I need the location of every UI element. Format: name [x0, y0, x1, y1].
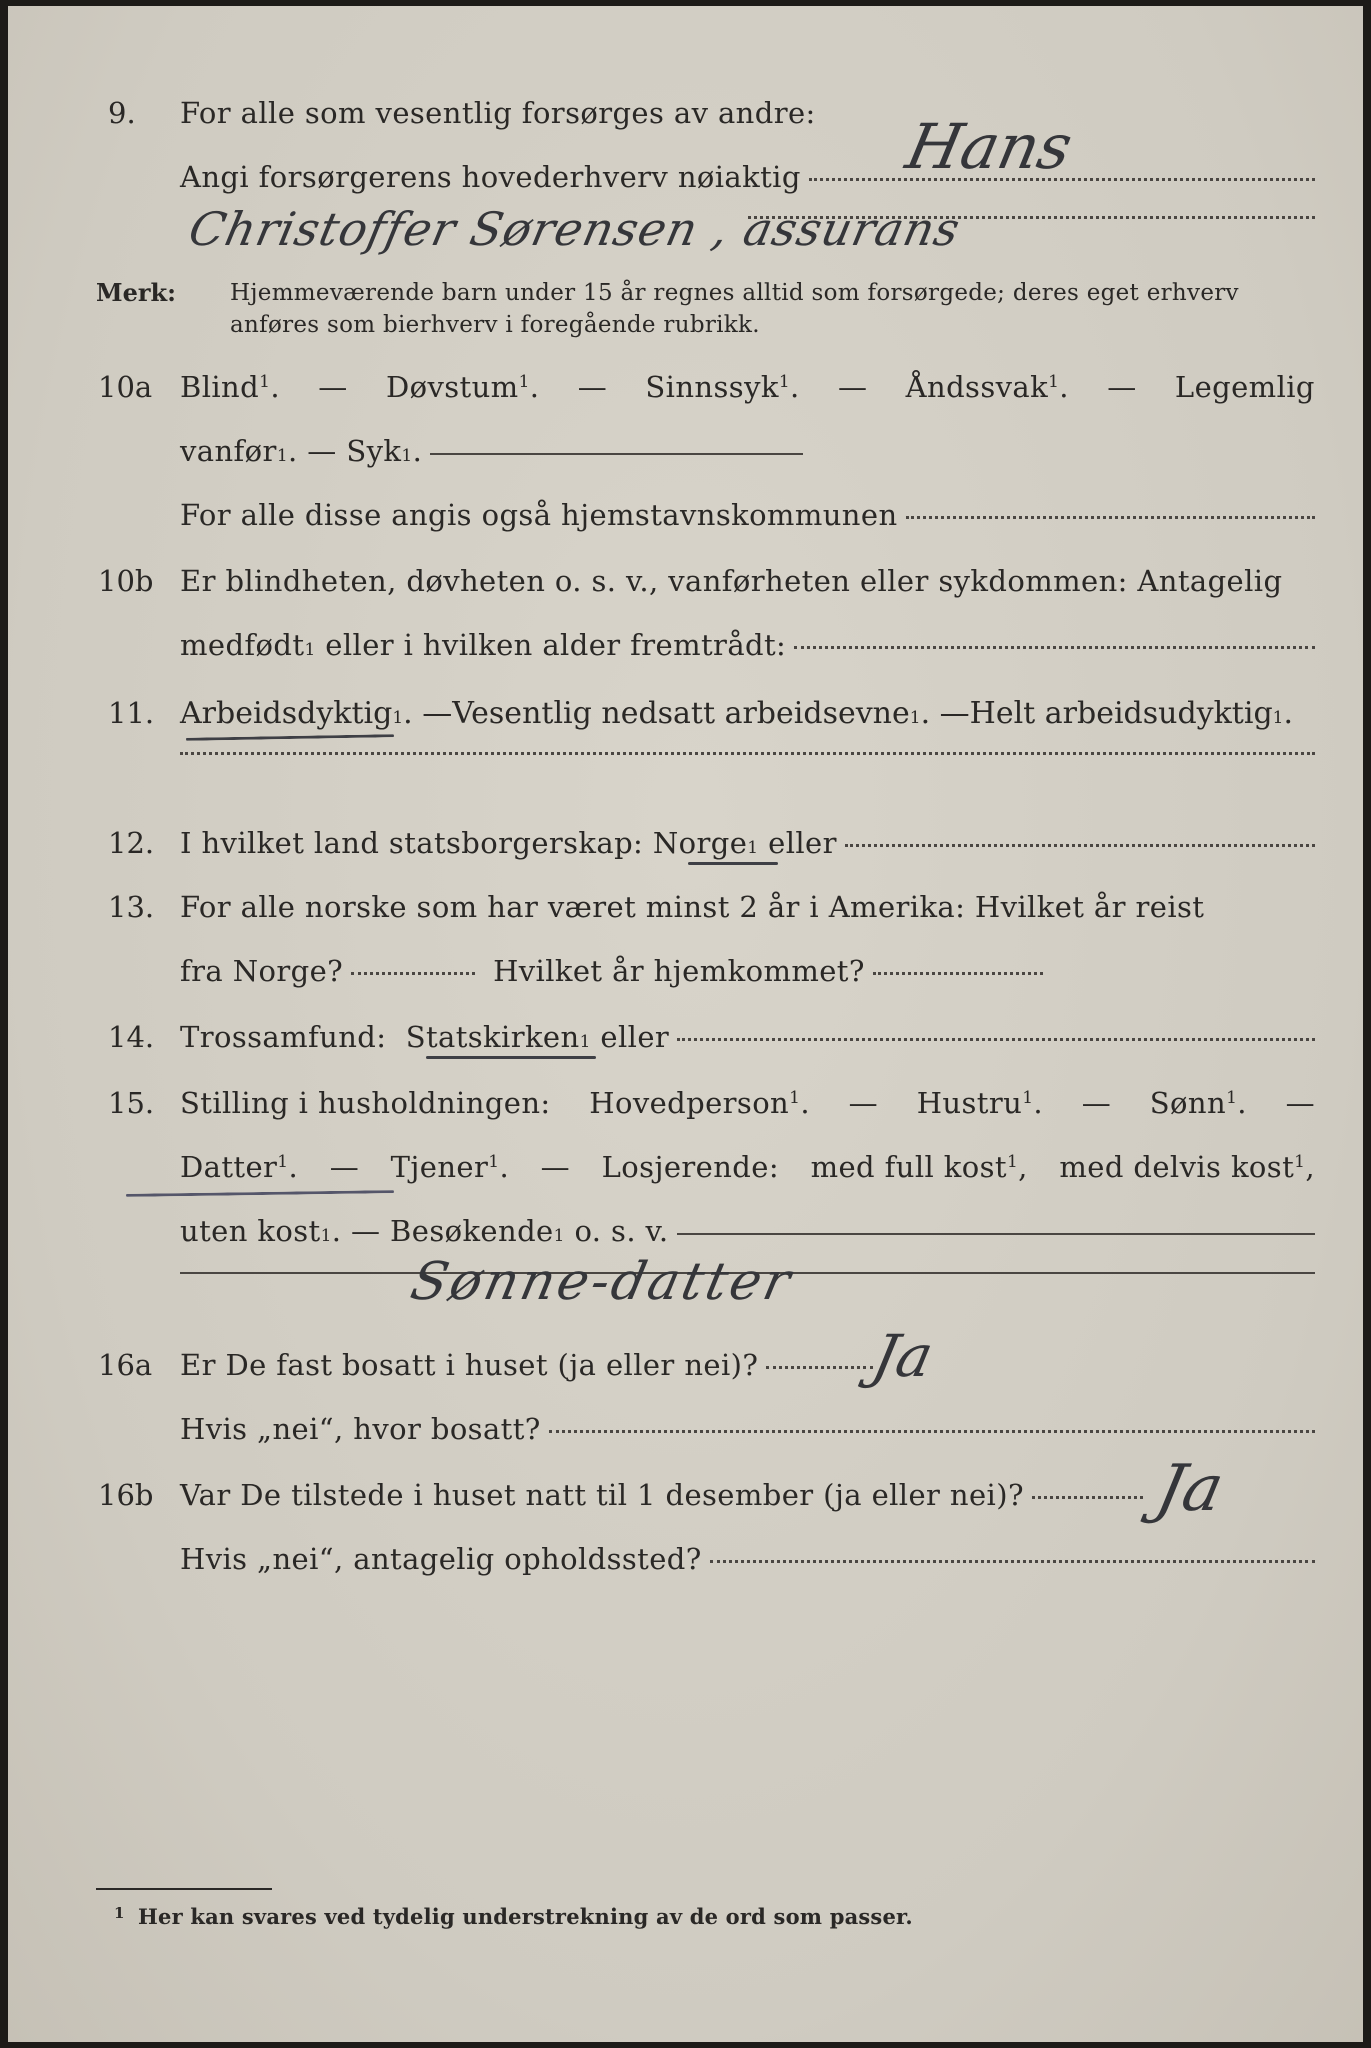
opt-full-kost[interactable]: med full kost: [810, 1150, 1007, 1184]
census-form-page: [8, 6, 1363, 2042]
q16b-line2: Hvis „nei“, antagelig opholdssted?: [180, 1542, 1315, 1576]
opt-statskirken[interactable]: Statskirken: [405, 1020, 580, 1054]
opt-dovstum[interactable]: Døvstum: [385, 370, 519, 404]
opt-vanfor[interactable]: vanfør: [180, 434, 277, 468]
opt-hovedperson[interactable]: Hovedperson: [589, 1086, 790, 1120]
q11-line2: [180, 758, 1315, 761]
q11-answer-underline: [186, 734, 394, 741]
q16b-handwritten-answer: Ja: [1150, 1452, 1230, 1526]
opt-delvis-kost[interactable]: med delvis kost: [1059, 1150, 1295, 1184]
q9-line2: Angi forsørgerens hovederhverv nøiaktig: [180, 160, 1315, 194]
merk-label: Merk:: [96, 278, 176, 307]
q15-line3: uten kost 1 . — Besøkende 1 o. s. v.: [180, 1214, 1315, 1248]
q10b-number: 10b: [98, 564, 154, 598]
q11-extra-line[interactable]: [180, 752, 1315, 755]
q10b-line2: medfødt 1 eller i hvilken alder fremtrådt:: [180, 628, 1315, 662]
q9-number: 9.: [108, 96, 136, 130]
q12-line1: I hvilket land statsborgerskap: Norge 1 eller: [180, 826, 1315, 860]
q14-line1: Trossamfund: Statskirken 1 eller: [180, 1020, 1315, 1054]
q13-reist-line[interactable]: [351, 972, 475, 975]
merk-line1: Hjemmeværende barn under 15 år regnes alltid som forsørgede; deres eget erhverv: [230, 280, 1239, 306]
q14-number: 14.: [108, 1020, 155, 1054]
q10a-number: 10a: [98, 370, 153, 404]
q14-trossamfund-line[interactable]: [677, 1038, 1315, 1041]
q12-country-line[interactable]: [845, 844, 1315, 847]
q11-line1: Arbeidsdyktig 1 . — Vesentlig nedsatt arbeidsevne 1 . — Helt arbeidsudyktig 1 .: [180, 696, 1294, 731]
q16a-line2: Hvis „nei“, hvor bosatt?: [180, 1412, 1315, 1446]
q16a-answer-line[interactable]: [766, 1366, 873, 1369]
q10b-alder-line[interactable]: [794, 646, 1315, 649]
q10a-hjemstavn-line[interactable]: [906, 516, 1315, 519]
q15-answer-underline: [126, 1190, 394, 1197]
q16a-bosatt-line[interactable]: [549, 1430, 1315, 1433]
q13-number: 13.: [108, 890, 155, 924]
q11-number: 11.: [108, 696, 155, 730]
opt-tjener[interactable]: Tjener: [390, 1150, 489, 1184]
q12-number: 12.: [108, 826, 155, 860]
opt-syk[interactable]: Syk: [346, 434, 402, 468]
opt-norge[interactable]: Norge: [652, 826, 748, 860]
q15-handwritten-answer: Sønne-datter: [405, 1252, 799, 1312]
footnote-rule: [96, 1888, 272, 1890]
q9-handwritten-answer-a: Hans: [900, 110, 1079, 183]
opt-hustru[interactable]: Hustru: [916, 1086, 1023, 1120]
q13-line1: For alle norske som har været minst 2 år i Amerika: Hvilket år reist: [180, 890, 1205, 924]
q10a-line2: vanfør 1 . — Syk 1 .: [180, 434, 803, 468]
q14-answer-underline: [426, 1056, 596, 1059]
q16b-line1: Var De tilstede i huset natt til 1 desember (ja eller nei)?: [180, 1478, 1143, 1512]
opt-sinnssyk[interactable]: Sinnssyk: [645, 370, 779, 404]
q16a-line1: Er De fast bosatt i huset (ja eller nei)?: [180, 1348, 873, 1382]
q16a-handwritten-answer: Ja: [866, 1322, 940, 1390]
opt-medfodt[interactable]: medfødt: [180, 628, 305, 662]
q13-hjemkommet-line[interactable]: [873, 972, 1043, 975]
q10a-line3: For alle disse angis også hjemstavnskommunen: [180, 498, 1315, 532]
opt-udyktig[interactable]: Helt arbeidsudyktig: [969, 696, 1273, 731]
opt-nedsatt[interactable]: Vesentlig nedsatt arbeidsevne: [452, 696, 910, 731]
opt-arbeidsdyktig[interactable]: Arbeidsdyktig: [180, 696, 393, 731]
q10a-line1: Blind$^1$. — Døvstum$^1$. — Sinnssyk$^1$. — Åndssvak$^1$. — Legemlig: [180, 370, 1315, 404]
merk-line2: anføres som bierhverv i foregående rubrikk.: [230, 312, 760, 338]
q16b-answer-line[interactable]: [1032, 1496, 1143, 1499]
opt-andssvak[interactable]: Åndssvak: [905, 370, 1049, 404]
opt-legemlig[interactable]: Legemlig: [1174, 370, 1315, 404]
opt-blind[interactable]: Blind: [180, 370, 260, 404]
q16b-number: 16b: [98, 1478, 154, 1512]
footnote: [114, 1904, 913, 1929]
q9-line1: For alle som vesentlig forsørges av andre:: [180, 96, 816, 130]
q15-number: 15.: [108, 1086, 155, 1120]
q16b-opholdssted-line[interactable]: [710, 1560, 1315, 1563]
opt-datter[interactable]: Datter: [180, 1150, 278, 1184]
opt-uten-kost[interactable]: uten kost: [180, 1214, 321, 1248]
opt-sonn[interactable]: Sønn: [1149, 1086, 1227, 1120]
q10b-line1: Er blindheten, døvheten o. s. v., vanførheten eller sykdommen: Antagelig: [180, 564, 1283, 598]
opt-losjerende: Losjerende:: [601, 1150, 779, 1184]
q15-line2: Datter$^1$. — Tjener$^1$. — Losjerende: med full kost$^1$, med delvis kost$^1$,: [180, 1150, 1315, 1184]
footnote-text: Her kan svares ved tydelig understrekning av de ord som passer.: [138, 1904, 913, 1929]
q16a-number: 16a: [98, 1348, 153, 1382]
opt-besokende[interactable]: Besøkende: [390, 1214, 554, 1248]
q13-line2: fra Norge? Hvilket år hjemkommet?: [180, 954, 1043, 988]
q12-answer-underline: [688, 862, 778, 865]
footnote-mark: 1: [114, 1904, 125, 1922]
q15-stilling-line[interactable]: [677, 1233, 1315, 1235]
q10a-syk-line[interactable]: [430, 453, 803, 455]
q15-line1: Stilling i husholdningen: Hovedperson$^1$. — Hustru$^1$. — Sønn$^1$. —: [180, 1086, 1315, 1120]
q9-handwritten-answer-b: Christoffer Sørensen , assurans: [184, 202, 966, 256]
